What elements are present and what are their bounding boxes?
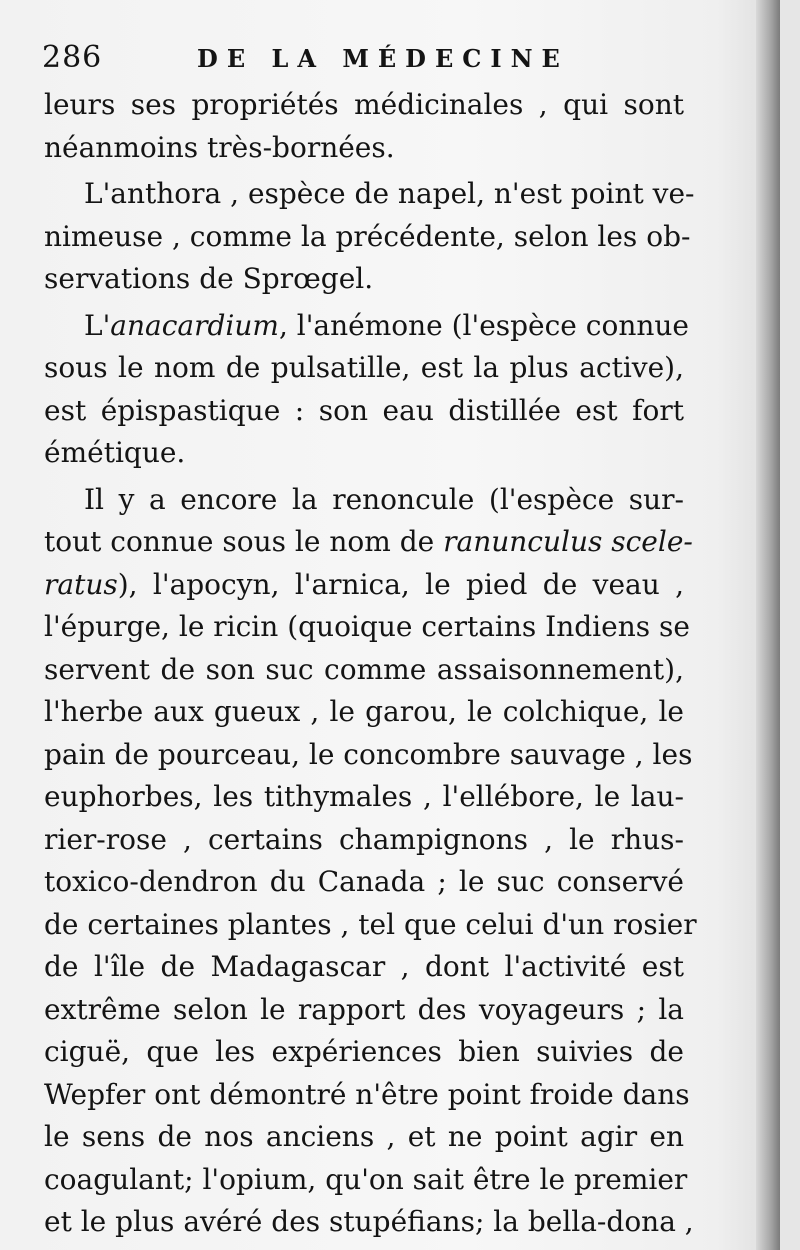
text-line: Il y a encore la renoncule (l'espèce sur- xyxy=(84,482,684,516)
running-title: DE LA MÉDECINE xyxy=(197,44,569,73)
line-segment: , l'anémone (l'espèce connue xyxy=(278,308,689,342)
body-text xyxy=(44,84,697,1244)
text-line: sous le nom de pulsatille, est la plus active), xyxy=(44,351,684,384)
text-line: et le plus avéré des stupéfians; la bella-dona , xyxy=(44,1205,694,1238)
page-number: 286 xyxy=(42,40,103,75)
text-line: toxico-dendron du Canada ; le suc conservé xyxy=(44,865,684,898)
line-segment: ), l'apocyn, l'arnica, le pied de veau , xyxy=(117,567,684,601)
line-segment: tout connue sous le nom de xyxy=(44,525,444,558)
text-line: euphorbes, les tithymales , l'ellébore, le lau- xyxy=(44,780,684,813)
text-line: l'herbe aux gueux , le garou, le colchique, le xyxy=(44,695,684,728)
text-line: coagulant; l'opium, qu'on sait être le premier xyxy=(44,1162,688,1196)
text-line: extrême selon le rapport des voyageurs ; la xyxy=(44,992,684,1026)
text-line: pain de pourceau, le concombre sauvage , les xyxy=(44,737,693,771)
text-line: de certaines plantes , tel que celui d'un rosier xyxy=(44,907,697,941)
page-edge-shadow xyxy=(756,0,780,1250)
text-line: leurs ses propriétés médicinales , qui sont xyxy=(44,88,684,121)
line-segment: L' xyxy=(84,308,111,342)
page-header xyxy=(42,40,702,82)
italic-term: ratus xyxy=(44,567,118,601)
italic-term: ranunculus scele- xyxy=(443,525,693,558)
text-line: Wepfer ont démontré n'être point froide dans xyxy=(44,1077,690,1111)
text-line: nimeuse , comme la précédente, selon les ob- xyxy=(44,219,691,253)
text-line xyxy=(44,305,689,348)
text-line xyxy=(44,521,693,564)
text-line: émétique. xyxy=(44,436,186,469)
text-line: néanmoins très-bornées. xyxy=(44,130,395,164)
text-line: servent de son suc comme assaisonnement), xyxy=(44,652,684,686)
text-line: L'anthora , espèce de napel, n'est point ve- xyxy=(84,177,695,210)
italic-term: anacardium xyxy=(110,308,279,342)
text-line xyxy=(44,564,684,607)
text-line: le sens de nos anciens , et ne point agir en xyxy=(44,1120,684,1153)
text-line: servations de Sprœgel. xyxy=(44,262,374,295)
text-line: ciguë, que les expériences bien suivies de xyxy=(44,1035,684,1068)
text-line: de l'île de Madagascar , dont l'activité est xyxy=(44,950,684,983)
text-line: l'épurge, le ricin (quoique certains Indiens se xyxy=(44,610,690,643)
text-line: est épispastique : son eau distillée est fort xyxy=(44,393,684,427)
text-line: rier-rose , certains champignons , le rhus- xyxy=(44,822,684,856)
